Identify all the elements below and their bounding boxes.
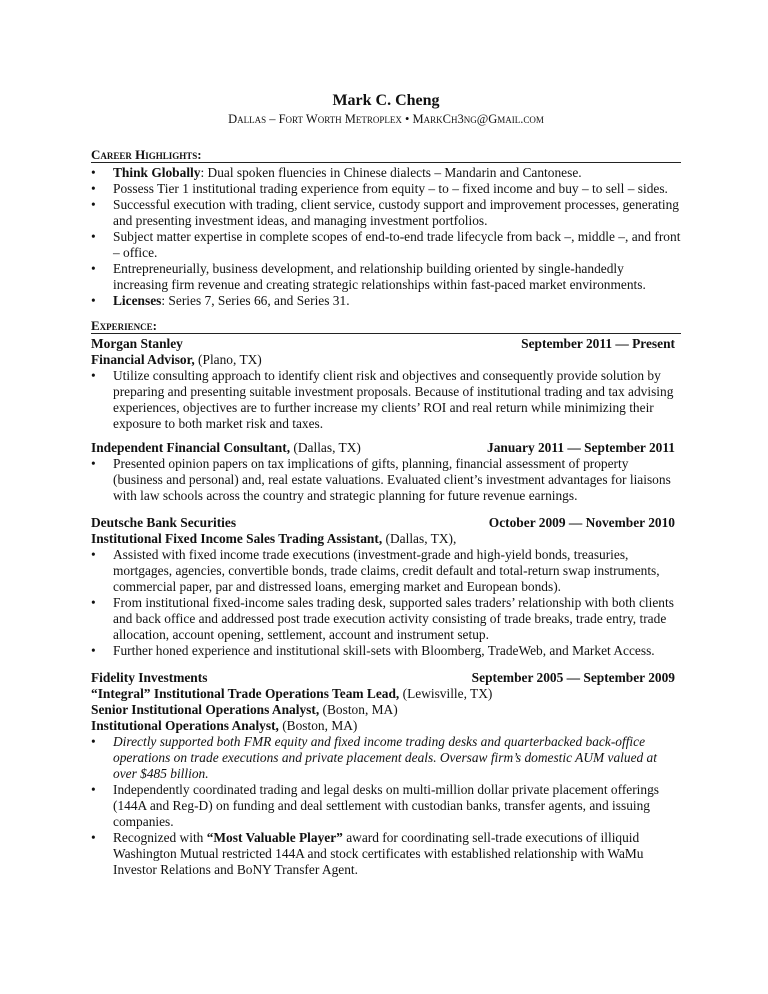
- bullet: •: [91, 456, 96, 471]
- list-item: [91, 782, 681, 830]
- bullet: •: [91, 830, 96, 845]
- job-bullets: [91, 734, 681, 878]
- job-bullets: [91, 456, 681, 504]
- job-title-text: Institutional Operations Analyst,: [91, 718, 279, 733]
- award-name: “Most Valuable Player”: [206, 830, 343, 845]
- highlight-bold: Think Globally: [113, 165, 201, 180]
- list-item: [91, 734, 681, 782]
- job-location: (Plano, TX): [194, 352, 262, 367]
- highlight-text: Successful execution with trading, client service, custody support and improvement processes, generating and presenting investment ideas, and managing investment portfolios.: [113, 197, 679, 228]
- company-name: Morgan Stanley: [91, 336, 183, 351]
- job-bullets: [91, 368, 681, 432]
- company-name: Deutsche Bank Securities: [91, 515, 237, 530]
- highlight-text: Subject matter expertise in complete scopes of end-to-end trade lifecycle from back –, middle –, and front – office.: [113, 229, 681, 260]
- bullet: •: [91, 595, 96, 610]
- list-item: [91, 229, 681, 261]
- candidate-name: Mark C. Cheng: [332, 92, 440, 109]
- bullet-text: Assisted with fixed income trade executions (investment-grade and high-yield bonds, treasuries, mortgages, agencies, convertible bonds, trade claims, credit default and total-return swap instruments, commercial paper, par and distressed loans, emerging market and European bonds).: [113, 547, 660, 594]
- bullet-text: Utilize consulting approach to identify client risk and objectives and consequently provide solution by preparing and presenting suitable investment proposals. Because of institutional trading and tax advising experiences, objectives are to further increase my clients’ ROI and real return while minimizing their exposure to both market risk and taxes.: [113, 368, 674, 431]
- highlight-text: Entrepreneurially, business development, and relationship building oriented by single-handedly increasing firm revenue and creating strategic relationships within fast-paced market environments.: [113, 261, 646, 292]
- company-name-text: Independent Financial Consultant,: [91, 440, 291, 455]
- list-item: [91, 368, 681, 432]
- job-dates: January 2011 — September 2011: [487, 440, 675, 455]
- separator: •: [405, 112, 410, 126]
- job-dates: October 2009 — November 2010: [488, 515, 675, 530]
- job-title: [91, 531, 681, 547]
- bullet: •: [91, 782, 96, 797]
- bullet: •: [91, 734, 96, 749]
- company-location: (Dallas, TX): [290, 440, 361, 455]
- job-location: (Boston, MA): [319, 702, 398, 717]
- job-title: [91, 352, 681, 368]
- job-title: [91, 718, 681, 734]
- bullet-text: From institutional fixed-income sales trading desk, supported sales traders’ relationship with both clients and back office and addressed post trade execution activity consisting of trade breaks, trade entry, trade allocation, account opening, settlement, account and instrument setup.: [113, 595, 674, 642]
- spacer: [91, 659, 681, 670]
- job-header: [91, 440, 681, 456]
- highlight-text: Possess Tier 1 institutional trading experience from equity – to – fixed income and buy – to sell – sides.: [113, 181, 668, 196]
- job-location: (Lewisville, TX): [399, 686, 493, 701]
- highlight-bold: Licenses: [113, 293, 162, 308]
- bullet: •: [91, 643, 96, 658]
- job-title: [91, 702, 681, 718]
- bullet: •: [91, 261, 96, 276]
- section-divider: [91, 162, 681, 163]
- list-item: [91, 197, 681, 229]
- bullet-text: Further honed experience and institutional skill-sets with Bloomberg, TradeWeb, and Market Access.: [113, 643, 655, 658]
- job-title-text: Senior Institutional Operations Analyst,: [91, 702, 320, 717]
- highlight-text: : Series 7, Series 66, and Series 31.: [161, 293, 350, 308]
- highlight-text: : Dual spoken fluencies in Chinese dialects – Mandarin and Cantonese.: [200, 165, 582, 180]
- experience-heading: Experience:: [91, 318, 158, 333]
- list-item: [91, 547, 681, 595]
- company-name: [91, 440, 361, 456]
- company-name: Fidelity Investments: [91, 670, 208, 685]
- bullet-text: Independently coordinated trading and legal desks on multi-million dollar private placement offerings (144A and Reg-D) on funding and deal settlement with custodian banks, transfer agents, and issuing companies.: [113, 782, 660, 829]
- bullet: •: [91, 197, 96, 212]
- contact-line: [91, 111, 681, 127]
- bullet: •: [91, 293, 96, 308]
- bullet: •: [91, 165, 96, 180]
- list-item: [91, 261, 681, 293]
- bullet-text-pre: Recognized with: [113, 830, 207, 845]
- career-highlights-heading: Career Highlights:: [91, 147, 202, 162]
- list-item: [91, 830, 681, 878]
- job-location: (Boston, MA): [278, 718, 358, 733]
- bullet-text-italic: Directly supported both FMR equity and fixed income trading desks and quarterbacked back-office operations on trade executions and private placement deals. Oversaw firm’s domestic AUM valued at over $485 billion.: [113, 734, 657, 781]
- job-header: [91, 515, 681, 531]
- job-title-text: Institutional Fixed Income Sales Trading Assistant,: [91, 531, 383, 546]
- bullet: •: [91, 229, 96, 244]
- bullet: •: [91, 181, 96, 196]
- job-title-text: Financial Advisor,: [91, 352, 195, 367]
- list-item: [91, 643, 681, 659]
- job-bullets: [91, 547, 681, 659]
- job-location: (Dallas, TX),: [382, 531, 457, 546]
- job-title-text: “Integral” Institutional Trade Operations Team Lead,: [91, 686, 400, 701]
- bullet: •: [91, 368, 96, 383]
- list-item: [91, 456, 681, 504]
- bullet: •: [91, 547, 96, 562]
- bullet-text: Presented opinion papers on tax implications of gifts, planning, financial assessment of property (business and personal) and, real estate valuations. Evaluated client’s investment advantages for liaisons with law schools across the country and strategic planning for future revenue earnings.: [113, 456, 671, 503]
- job-header: [91, 670, 681, 686]
- location: Dallas – Fort Worth Metroplex: [228, 112, 402, 126]
- email-link[interactable]: MarkCh3ng@Gmail.com: [412, 112, 544, 126]
- resume-page: [91, 92, 681, 878]
- bullet-text-post: award for coordinating sell-trade executions of illiquid Washington Mutual restricted 144A and stock certificates with established relationship with WaMu Investor Relations and BoNY Transfer Agent.: [113, 830, 644, 877]
- list-item: [91, 181, 681, 197]
- job-dates: September 2005 — September 2009: [471, 670, 675, 685]
- spacer: [91, 504, 681, 515]
- job-dates: September 2011 — Present: [521, 336, 675, 351]
- job-header: [91, 336, 681, 352]
- section-divider: [91, 333, 681, 334]
- list-item: [91, 595, 681, 643]
- list-item: [91, 165, 681, 181]
- list-item: [91, 293, 681, 309]
- job-title: [91, 686, 681, 702]
- career-highlights-list: [91, 165, 681, 309]
- spacer: [91, 432, 681, 440]
